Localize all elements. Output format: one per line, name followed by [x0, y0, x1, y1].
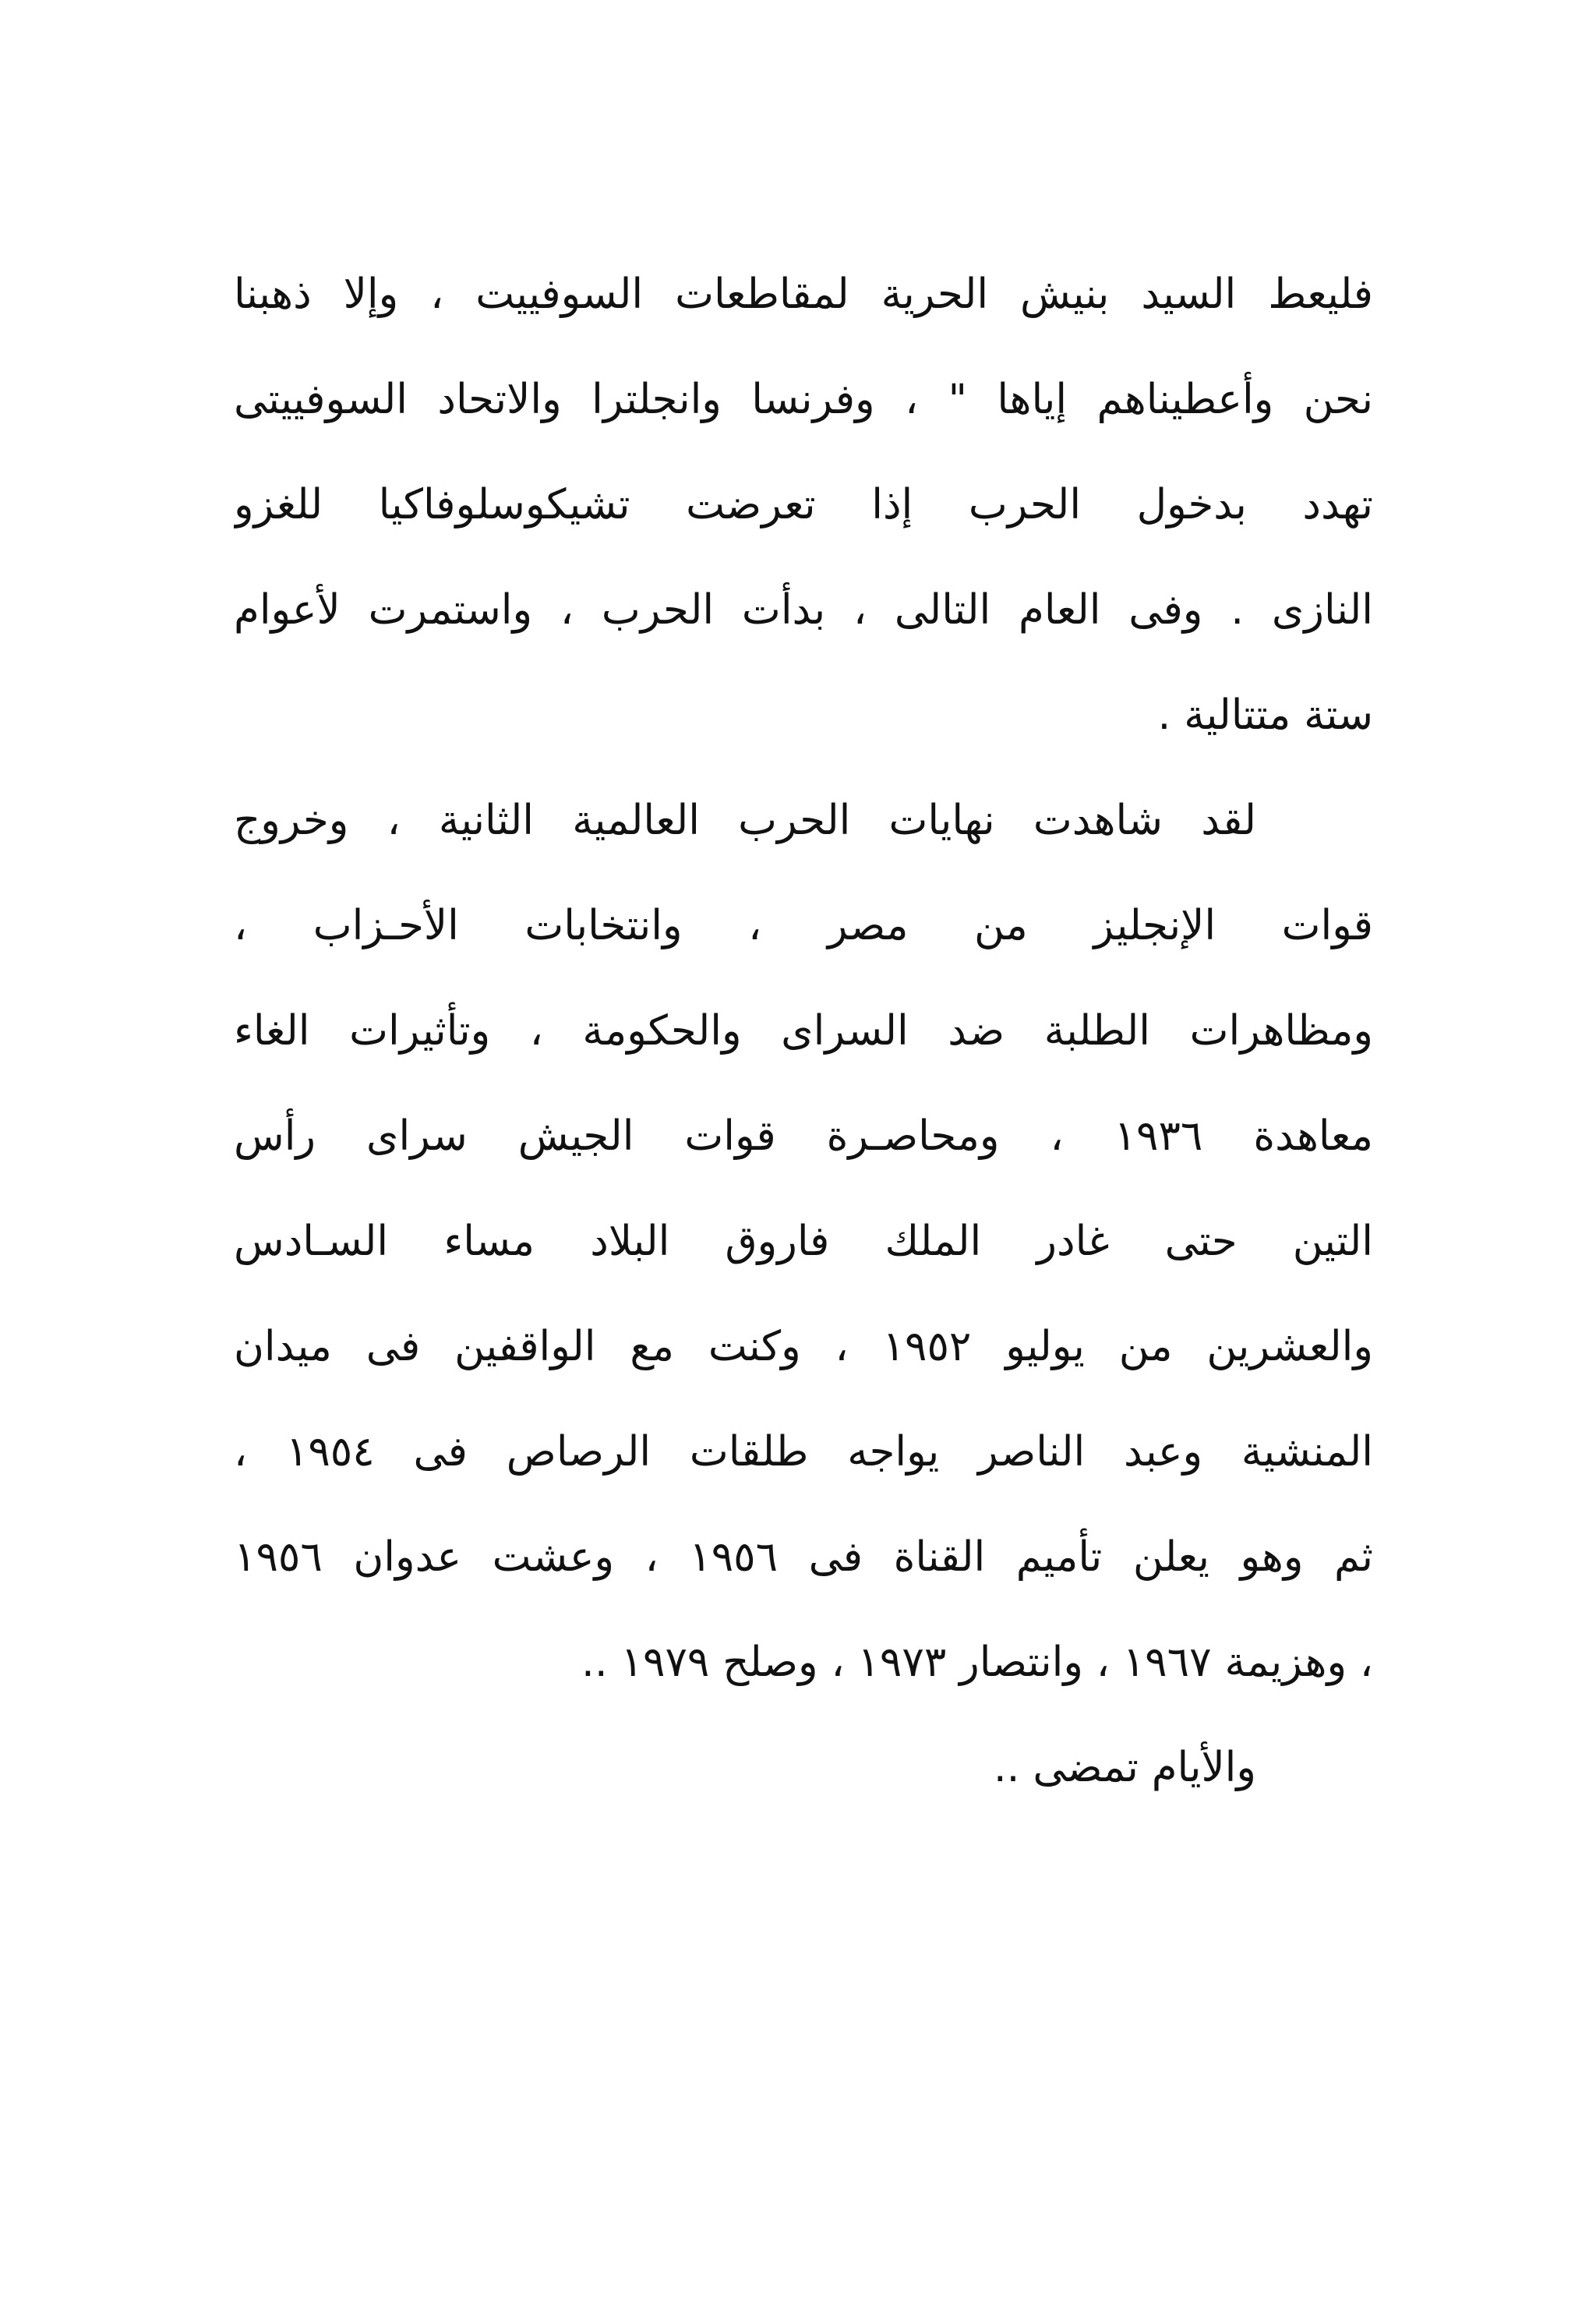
text-line: لقد شاهدت نهايات الحرب العالمية الثانية ، وخروج: [234, 797, 1256, 844]
text-line: المنشية وعبد الناصر يواجه طلقات الرصاص فى ١٩٥٤ ،: [234, 1428, 1373, 1476]
text-line: التين حتى غادر الملك فاروق البلاد مساء السـادس: [234, 1218, 1373, 1265]
text-line: قوات الإنجليز من مصر ، وانتخابات الأحـزاب ،: [234, 902, 1373, 949]
text-line: النازى . وفى العام التالى ، بدأت الحرب ، واستمرت لأعوام: [234, 586, 1373, 634]
text-line: فليعط السيد بنيش الحرية لمقاطعات السوفييت ، وإلا ذهبنا: [234, 270, 1373, 318]
text-line: ستة متتالية .: [1157, 691, 1373, 739]
body-text: [234, 242, 1373, 1820]
text-line: معاهدة ١٩٣٦ ، ومحاصـرة قوات الجيش سراى رأس: [234, 1112, 1373, 1160]
text-line: تهدد بدخول الحرب إذا تعرضت تشيكوسلوفاكيا للغزو: [234, 481, 1373, 529]
text-line: نحن وأعطيناهم إياها " ، وفرنسا وانجلترا والاتحاد السوفييتى: [234, 376, 1373, 423]
text-line: ومظاهرات الطلبة ضد السراى والحكومة ، وتأثيرات الغاء: [234, 1007, 1373, 1055]
paragraph-3: [234, 1715, 1373, 1820]
text-line: والعشرين من يوليو ١٩٥٢ ، وكنت مع الواقفين فى ميدان: [234, 1323, 1373, 1370]
paragraph-2: [234, 768, 1373, 1715]
paragraph-1: [234, 242, 1373, 768]
text-line: ثم وهو يعلن تأميم القناة فى ١٩٥٦ ، وعشت عدوان ١٩٥٦: [234, 1533, 1373, 1581]
text-line: ، وهزيمة ١٩٦٧ ، وانتصار ١٩٧٣ ، وصلح ١٩٧٩ ..: [581, 1639, 1373, 1686]
text-line: والأيام تمضى ..: [993, 1744, 1256, 1791]
